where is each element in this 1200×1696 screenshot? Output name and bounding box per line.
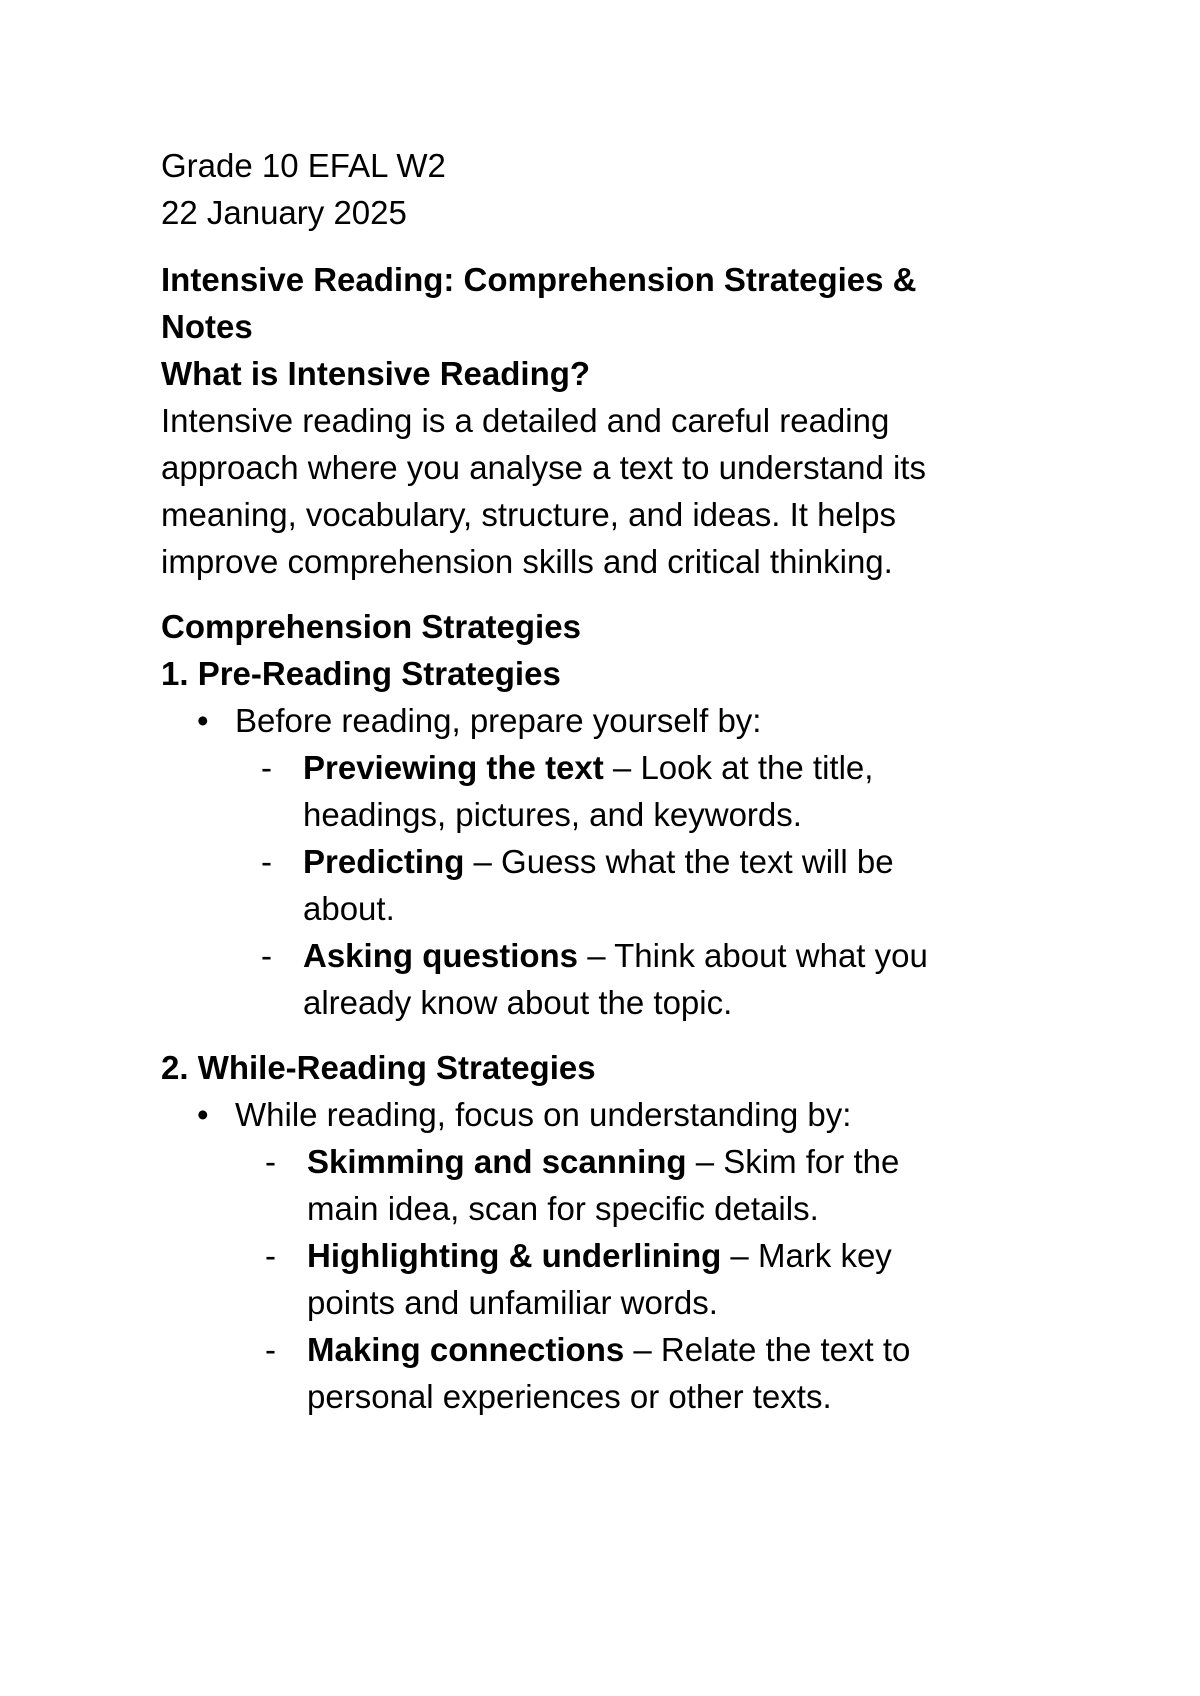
document-date: 22 January 2025 <box>161 194 407 231</box>
list-item <box>261 932 1061 1026</box>
intro-paragraph-line: approach where you analyse a text to understand its <box>161 449 926 486</box>
item-term: Predicting <box>303 843 465 880</box>
intro-heading: What is Intensive Reading? <box>161 355 591 392</box>
item-term: Making connections <box>307 1331 625 1368</box>
list-item <box>265 1326 1061 1420</box>
item-term: Asking questions <box>303 937 579 974</box>
bullet-text: Before reading, prepare yourself by: <box>235 702 762 739</box>
strategies-heading: Comprehension Strategies <box>161 608 581 645</box>
item-description-cont: main idea, scan for specific details. <box>307 1190 819 1227</box>
list-item <box>261 838 1061 932</box>
item-description: – Relate the text to <box>624 1331 911 1368</box>
item-description-cont: about. <box>303 890 395 927</box>
course-title: Grade 10 EFAL W2 <box>161 147 446 184</box>
intro-paragraph-line: improve comprehension skills and critical thinking. <box>161 543 893 580</box>
item-term: Highlighting & underlining <box>307 1237 722 1274</box>
page-title-line-1: Intensive Reading: Comprehension Strategies & <box>161 261 917 298</box>
dash-icon: - <box>265 1331 276 1368</box>
while-reading-bullet <box>197 1091 1061 1138</box>
while-reading-heading: 2. While-Reading Strategies <box>161 1049 596 1086</box>
bullet-icon: • <box>197 1096 209 1133</box>
dash-icon: - <box>261 843 272 880</box>
item-description: – Look at the title, <box>603 749 874 786</box>
document-content <box>161 142 1061 1420</box>
item-term: Skimming and scanning <box>307 1143 687 1180</box>
dash-icon: - <box>261 749 272 786</box>
item-description: – Mark key <box>721 1237 892 1274</box>
page-title-line-2: Notes <box>161 308 253 345</box>
item-description-cont: headings, pictures, and keywords. <box>303 796 802 833</box>
pre-reading-heading: 1. Pre-Reading Strategies <box>161 655 561 692</box>
dash-icon: - <box>265 1237 276 1274</box>
list-item <box>265 1138 1061 1232</box>
item-description: – Think about what you <box>578 937 928 974</box>
list-item <box>265 1232 1061 1326</box>
intro-paragraph-line: meaning, vocabulary, structure, and ideas. It helps <box>161 496 896 533</box>
item-description-cont: points and unfamiliar words. <box>307 1284 718 1321</box>
dash-icon: - <box>265 1143 276 1180</box>
pre-reading-bullet <box>197 697 1061 744</box>
item-description-cont: already know about the topic. <box>303 984 733 1021</box>
dash-icon: - <box>261 937 272 974</box>
item-term: Previewing the text <box>303 749 604 786</box>
item-description: – Guess what the text will be <box>464 843 894 880</box>
bullet-icon: • <box>197 702 209 739</box>
item-description: – Skim for the <box>686 1143 900 1180</box>
list-item <box>261 744 1061 838</box>
intro-paragraph-line: Intensive reading is a detailed and careful reading <box>161 402 890 439</box>
bullet-text: While reading, focus on understanding by: <box>235 1096 852 1133</box>
item-description-cont: personal experiences or other texts. <box>307 1378 832 1415</box>
